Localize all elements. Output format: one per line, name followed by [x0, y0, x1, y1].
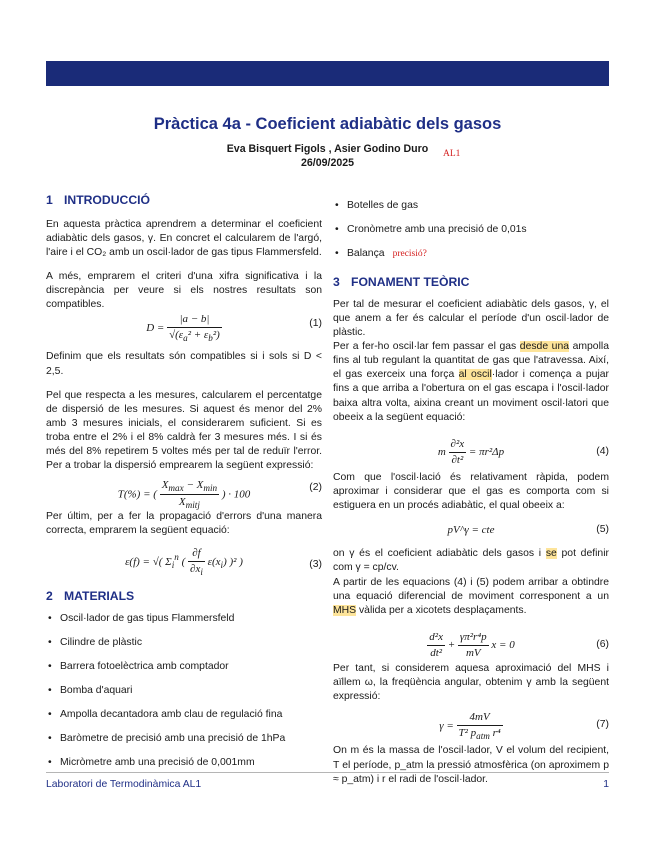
- theory-paragraph-2: Per a fer-ho oscil·lar fem passar el gas desde una ampolla fins al tub regulant la quantitat de gas que l'atravessa. Així, el gas exerceix una força al oscil·lador i comença a pujar fins a que arriba a l'obertura on el gas escapa i l'oscil·lador baixa altra volta, aixina creant un moviment oscil·latori que obeeix a la següent equació:: [333, 341, 610, 423]
- theory-paragraph-7: On m és la massa de l'oscil·lador, V el volum del recipient, T el període, p_atm la pressió atmosfèrica (on aproximem p ≈ p_atm) i r el radi de l'oscil·lador.: [333, 745, 609, 785]
- section-heading-intro: 1 INTRODUCCIÓ: [46, 193, 150, 207]
- equation-4: m $\frac{\text{∂²x}}{\text{∂t²}}$ = πr²Δp (4): [437, 437, 609, 466]
- annotation-precisio[interactable]: precisió?: [392, 249, 427, 259]
- materials-list: [46, 612, 322, 780]
- list-item: • Bomba d'aquari: [46, 684, 322, 708]
- list-item: • Oscil·lador de gas tipus Flammersfeld: [46, 612, 322, 636]
- intro-paragraph-4: Pel que respecta a les mesures, calcularem el percentatge de dispersió de les mesures. Si aquest és menor del 2% amb 3 mesures inicials, el considerarem suficient. Si es troba entre el 2% i el 8% caldrà fer 3 mesures més. I si és més del 8% repetirem 5 voltes més per tal de reduïr l'error. Per a trobar la dispersió emprearem la següent expressió:: [46, 389, 322, 472]
- theory-paragraph-1: Per tal de mesurar el coeficient adiabàtic dels gasos, γ, el que anem a fer és calcular el període d'un oscil·lador de plàstic.: [333, 298, 609, 338]
- equation-6: $\frac{\text{d²x}}{\text{dt²}}$ + $\frac{\text{γπ²r⁴p}}{mV}$ x = 0 (6): [429, 630, 609, 659]
- page-number: 1: [603, 779, 609, 790]
- highlight[interactable]: desde una: [519, 341, 570, 353]
- list-item: • Barrera fotoelèctrica amb comptador: [46, 660, 322, 684]
- equation-4-number: (4): [596, 445, 609, 457]
- equation-1-number: (1): [309, 318, 322, 330]
- list-item: • Cilindre de plàstic: [46, 636, 322, 660]
- highlight[interactable]: se: [545, 548, 557, 560]
- list-item: • Baròmetre de precisió amb una precisió de 1hPa: [46, 732, 322, 756]
- theory-paragraph-3: Com que l'oscil·lació és relativament ràpida, podem aproximar i considerar que el gas es comporta com si estiguera en un procés adiabàtic, el qual obeeix a:: [333, 471, 609, 512]
- section-heading-materials: 2 MATERIALS: [46, 588, 135, 603]
- equation-5: pV^γ = cte (5): [447, 524, 609, 537]
- section-heading-theory: 3 FONAMENT TEÒRIC: [333, 275, 470, 289]
- footer: [46, 778, 609, 792]
- list-item: • Botelles de gas: [333, 199, 609, 223]
- equation-7-number: (7): [596, 719, 609, 731]
- equation-2-number: (2): [309, 481, 322, 493]
- footer-divider: [46, 772, 609, 773]
- equation-3-number: (3): [309, 558, 322, 570]
- equation-1: D = $\frac{|a - b|}{√(\varepsilon_a^2 + \varepsilon_b^2)}$ (1): [146, 313, 322, 344]
- equation-7: γ = $\frac{4mV}{T^2 p_{atm} r^4}$ (7): [439, 711, 609, 742]
- theory-paragraph-5: A partir de les equacions (4) i (5) podem arribar a obtindre una equació diferencial de moviment corresponent a un MHS vàlida per a xicotets desplaçaments.: [333, 576, 609, 616]
- list-item: • Balança precisió?: [333, 247, 609, 271]
- intro-paragraph-2: A més, emprarem el criteri d'una xifra significativa i la discrepància per veure si els nostres resultats son compatibles.: [46, 271, 322, 311]
- page-title: Pràctica 4a - Coeficient adiabàtic dels gasos: [153, 115, 502, 133]
- equation-2: T(%) = ( $\frac{X_{max} - X_{min}}{X_{mitj}}$ ) · 100 (2): [117, 478, 322, 511]
- right-column: [333, 199, 609, 787]
- list-item: • Ampolla decantadora amb clau de regulació fina: [46, 708, 322, 732]
- equation-3: ε(f) = √( $\Sigma_i^n$ ( $\frac{\partial f}{\partial x_i}$ $\varepsilon(x_i)$ )² ) (3): [125, 546, 322, 577]
- intro-paragraph-1: En aquesta pràctica aprendrem a determinar el coeficient adiabàtic dels gasos, γ. En concret el calcularem de l'argó, l'aire i el CO₂ amb un oscil·lador de gas tipus Flammersfeld.: [46, 218, 322, 258]
- authors-block: [0, 143, 655, 171]
- header-banner: [46, 61, 609, 86]
- equation-5-number: (5): [596, 524, 609, 536]
- highlight[interactable]: MHS: [333, 604, 357, 616]
- theory-paragraph-4: on γ és el coeficient adiabàtic dels gasos i se pot definir com γ = cp/cv.: [333, 548, 609, 574]
- list-item: • Cronòmetre amb una precisió de 0,01s: [333, 223, 609, 247]
- annotation-al1[interactable]: AL1: [443, 149, 461, 159]
- authors: Eva Bisquert Figols , Asier Godino Duro: [226, 143, 429, 155]
- left-column: [46, 192, 322, 780]
- equation-6-number: (6): [596, 638, 609, 650]
- date: 26/09/2025: [300, 156, 355, 169]
- intro-paragraph-5: Per últim, per a fer la propagació d'errors d'una manera correcta, emprarem la següent equació:: [46, 510, 322, 536]
- highlight[interactable]: al oscil: [458, 369, 492, 381]
- footer-label: Laboratori de Termodinàmica AL1: [46, 779, 202, 790]
- materials-list-continued: [333, 199, 609, 271]
- list-item: • Micròmetre amb una precisió de 0,001mm: [46, 756, 322, 780]
- theory-paragraph-6: Per tant, si considerem aquesa aproximació del MHS i aïllem ω, la freqüència angular, obtenim γ amb la següent expressió:: [333, 662, 609, 703]
- intro-paragraph-3: Definim que els resultats són compatibles si i sols si D < 2,5.: [46, 351, 322, 377]
